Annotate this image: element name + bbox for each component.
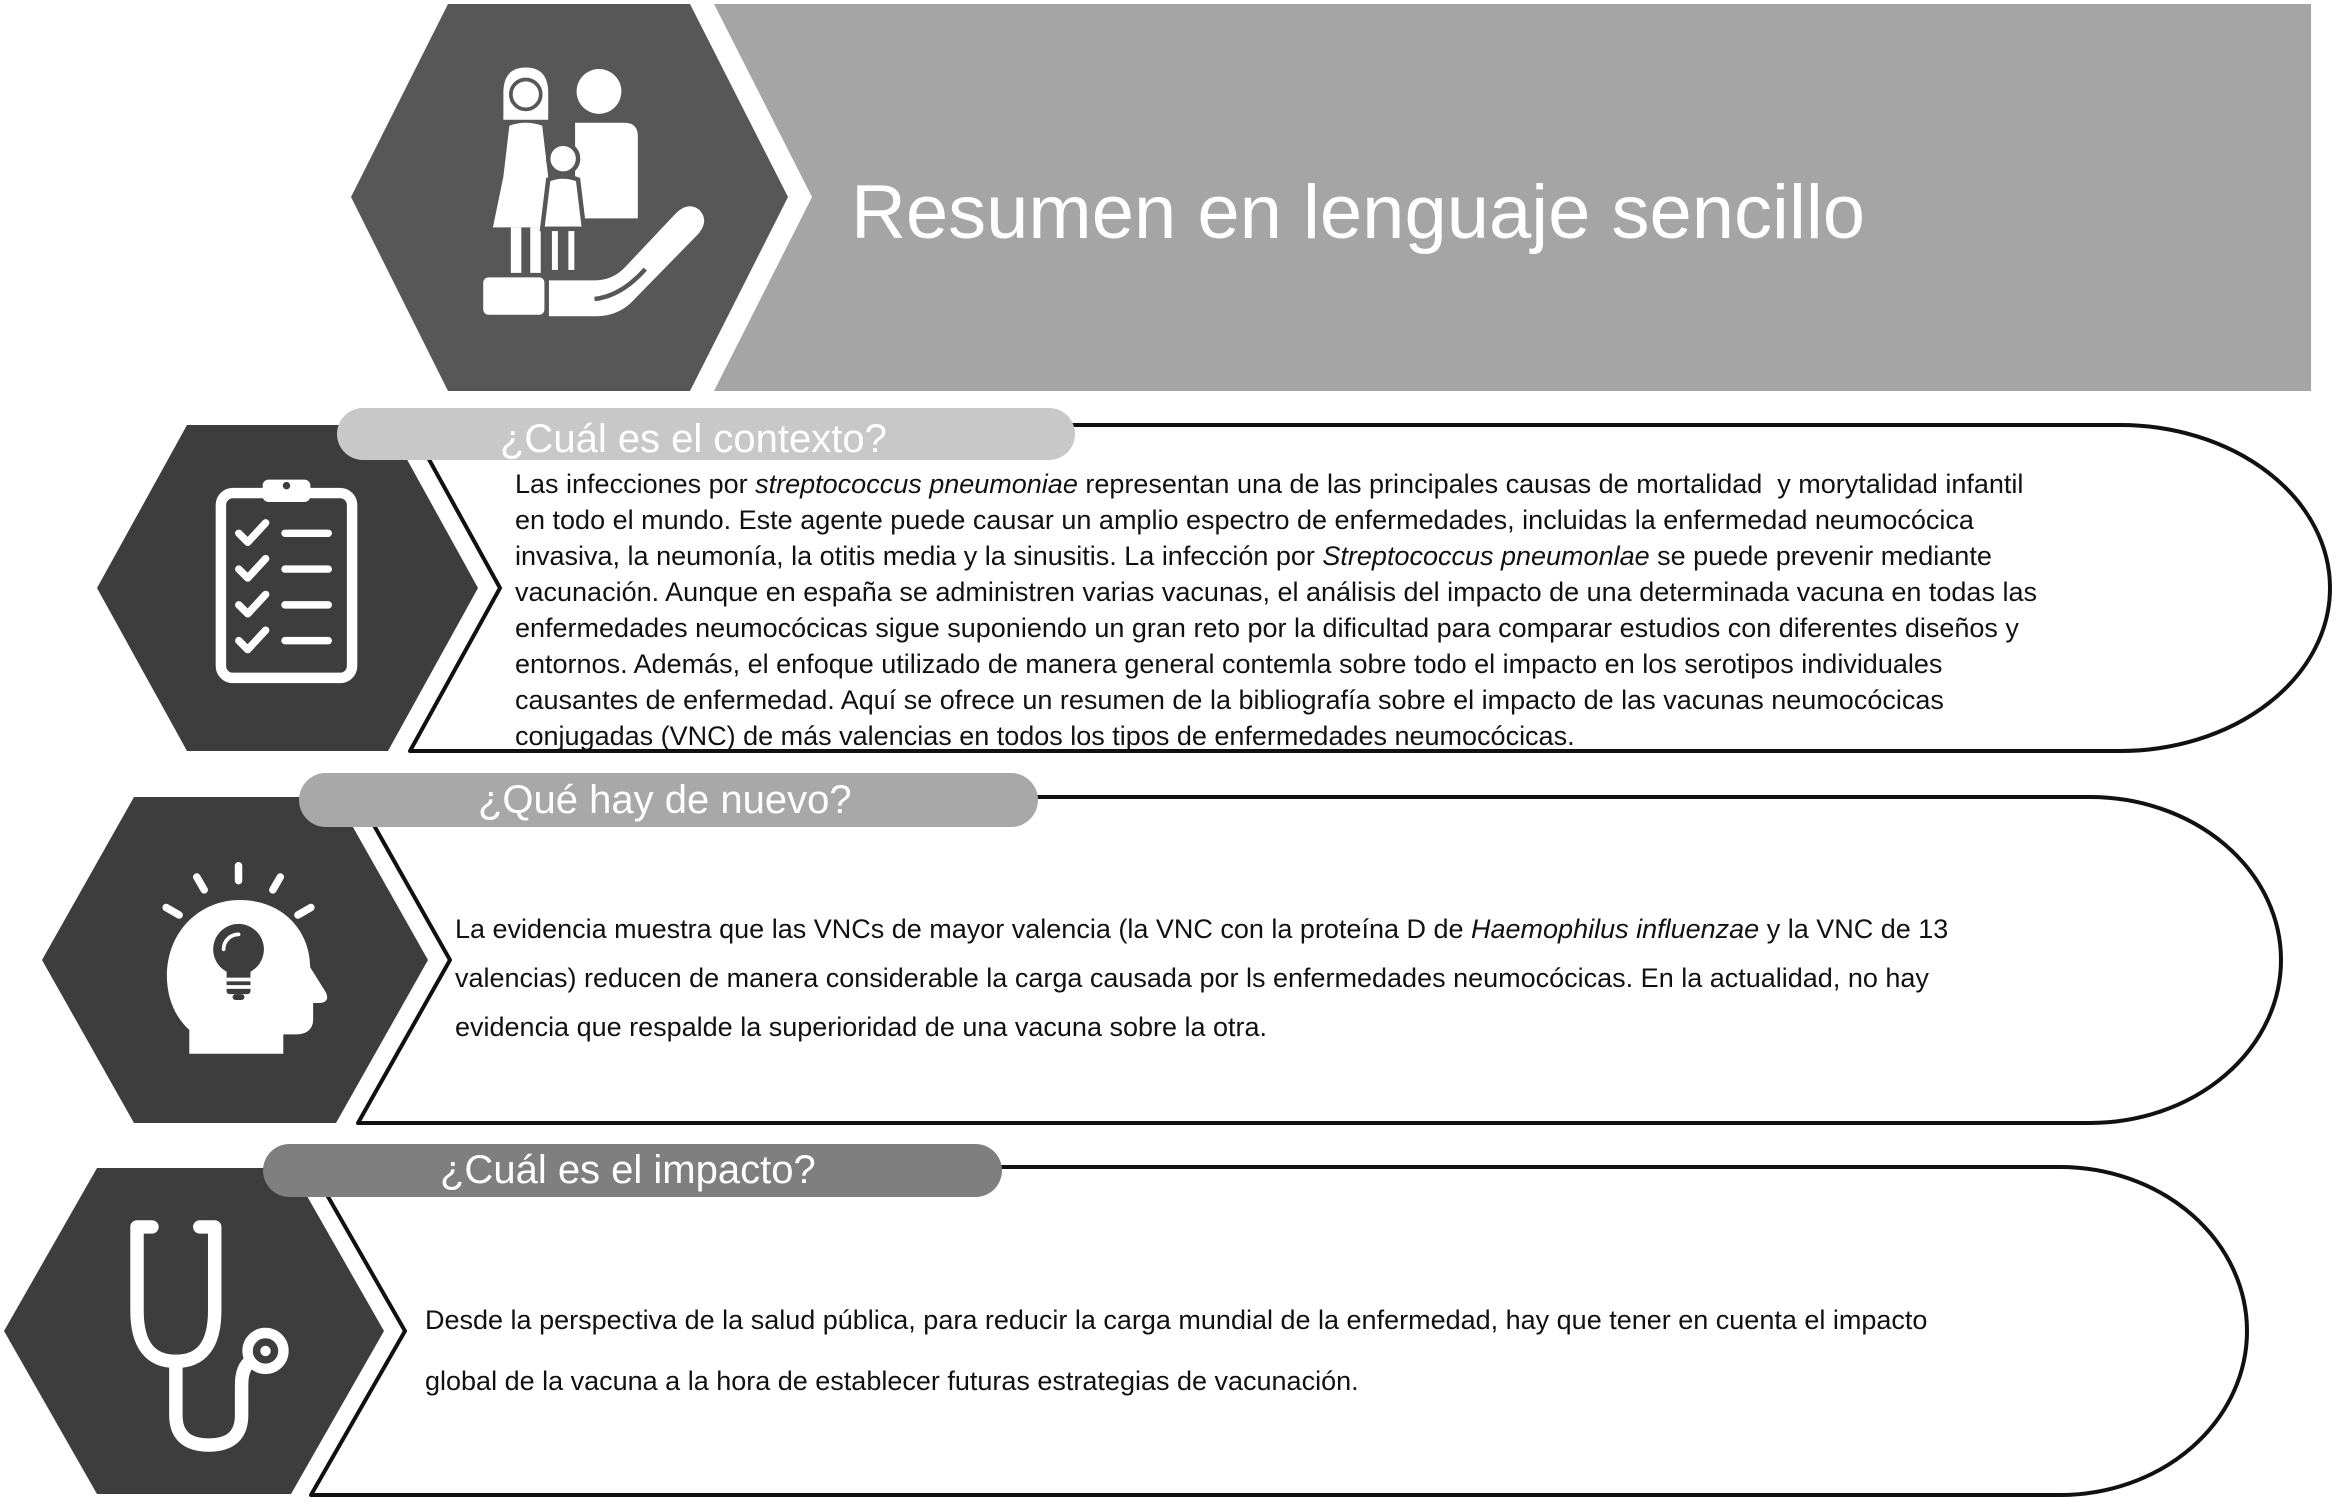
text-line	[515, 682, 2037, 718]
text-segment: enfermedades neumocócicas sigue suponiendo un gran reto por la dificultad para comparar estudios con diferentes diseños y	[515, 613, 2019, 643]
text-line	[515, 502, 2037, 538]
text-line	[515, 574, 2037, 610]
head-lightbulb-icon	[149, 858, 340, 1060]
impact-heading: ¿Cuál es el impacto?	[440, 1148, 816, 1192]
new-heading-pill	[299, 773, 1038, 827]
impact-heading-pill	[263, 1144, 1002, 1197]
text-line	[515, 646, 2037, 682]
text-segment: se puede prevenir mediante	[1649, 541, 1992, 571]
species-name: Haemophilus influenzae	[1471, 914, 1760, 944]
text-segment: conjugadas (VNC) de más valencias en todos los tipos de enfermedades neumocócicas.	[515, 721, 1575, 751]
family-hand-icon	[475, 57, 714, 326]
text-line	[425, 1351, 1927, 1412]
text-line	[515, 718, 2037, 754]
text-segment: La evidencia muestra que las VNCs de mayor valencia (la VNC con la proteína D de	[455, 914, 1472, 944]
text-segment: global de la vacuna a la hora de establecer futuras estrategias de vacunación.	[425, 1366, 1359, 1396]
context-heading-pill	[337, 408, 1075, 460]
text-segment: en todo el mundo. Este agente puede causar un amplio espectro de enfermedades, incluidas la enfermedad neumocócica	[515, 505, 1974, 535]
new-paragraph	[455, 905, 1948, 1052]
text-segment: evidencia que respalde la superioridad de una vacuna sobre la otra.	[455, 1012, 1268, 1042]
text-line	[515, 610, 2037, 646]
text-segment: Las infecciones por	[515, 469, 756, 499]
text-segment: valencias) reducen de manera considerable la carga causada por ls enfermedades neumocócicas. En la actualidad, no hay	[455, 963, 1929, 993]
text-line	[455, 954, 1948, 1003]
impact-paragraph	[425, 1290, 1927, 1412]
text-line	[425, 1290, 1927, 1351]
text-segment: Desde la perspectiva de la salud pública, para reducir la carga mundial de la enfermedad, hay que tener en cuenta el impacto	[425, 1305, 1928, 1335]
text-segment: causantes de enfermedad. Aquí se ofrece un resumen de la bibliografía sobre el impacto de las vacunas neumocócicas	[515, 685, 1944, 715]
context-heading: ¿Cuál es el contexto?	[500, 416, 887, 461]
context-paragraph	[515, 466, 2037, 754]
text-line	[515, 466, 2037, 502]
text-segment: entornos. Además, el enfoque utilizado de manera general contemla sobre todo el impacto en los serotipos individuales	[515, 649, 1943, 679]
text-line	[455, 905, 1948, 954]
clipboard-checklist-icon	[206, 472, 367, 690]
species-name: streptococcus pneumoniae	[755, 469, 1078, 499]
text-line	[455, 1003, 1948, 1052]
stethoscope-icon	[119, 1206, 291, 1457]
page-title: Resumen en lenguaje sencillo	[851, 170, 1865, 255]
text-segment: vacunación. Aunque en españa se administren varias vacunas, el análisis del impacto de una determinada vacuna en todas las	[515, 577, 2037, 607]
text-line	[515, 538, 2037, 574]
new-heading: ¿Qué hay de nuevo?	[478, 777, 852, 822]
text-segment: y la VNC de 13	[1759, 914, 1949, 944]
text-segment: invasiva, la neumonía, la otitis media y la sinusitis. La infección por	[515, 541, 1323, 571]
species-name: Streptococcus pneumonlae	[1322, 541, 1650, 571]
text-segment: representan una de las principales causas de mortalidad y morytalidad infantil	[1077, 469, 2024, 499]
